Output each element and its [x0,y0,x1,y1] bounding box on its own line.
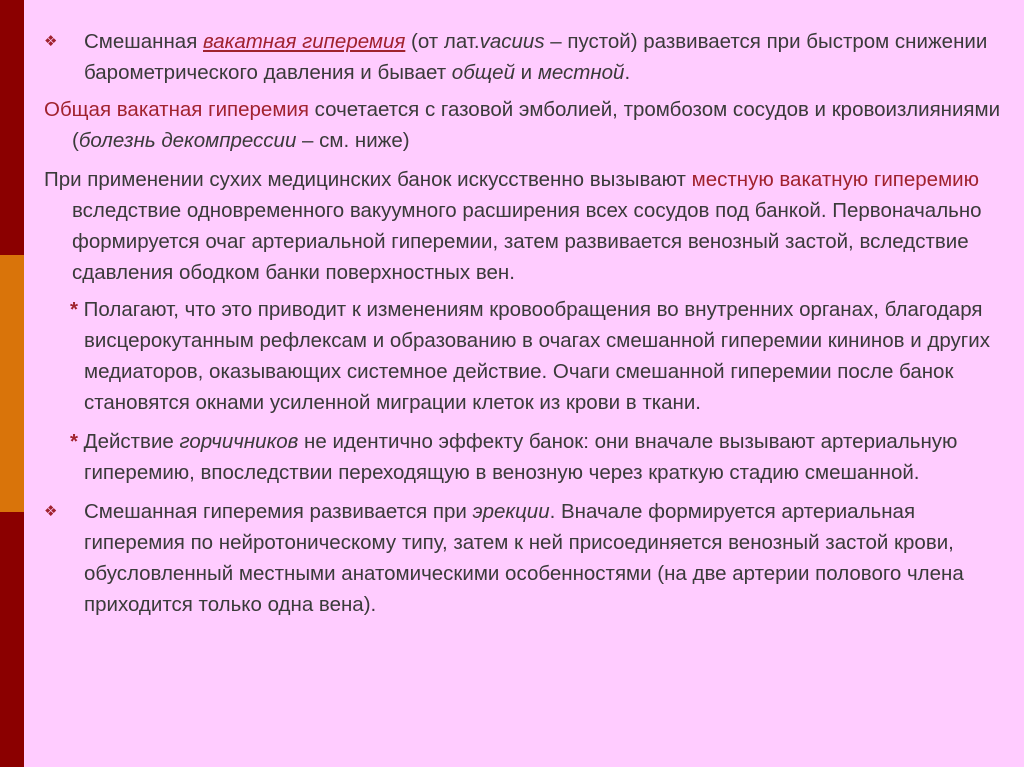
term-italic: горчичников [179,430,299,453]
left-decorative-bar [0,0,24,767]
left-bar-bottom-segment [0,512,24,767]
term-italic: болезнь декомпрессии [78,129,297,152]
paragraph-erection [44,496,1004,620]
term-highlight: вакатная гиперемия [203,30,406,53]
paragraph-general-vacuum-hyperemia [44,94,1004,156]
term-highlight: Общая вакатная гиперемия [44,98,309,121]
text-span: (от лат. [405,30,480,53]
paragraph-vacuum-hyperemia [44,26,1004,88]
text-span: не идентично эффекту банок: они вначале вызывают артериальную гиперемию, впоследствии переходящую в венозную через краткую стадию смешанной. [84,430,958,484]
paragraph-star-assumption [44,294,1004,418]
diamond-bullet-icon: ❖ [44,33,58,50]
slide-content [44,24,1004,620]
left-bar-top-segment [0,0,24,255]
paragraph-star-mustard-plasters [44,426,1004,488]
paragraph-medical-cups [44,164,1004,288]
text-span: сочетается с газовой эмболией, тромбозом сосудов и кровоизлияниями ( [72,98,1001,152]
asterisk-icon: * [70,298,78,321]
text-span: – см. ниже) [296,129,410,152]
term-italic: общей [451,61,515,84]
text-span: вследствие одновременного вакуумного расширения всех сосудов под банкой. Первоначально формируется очаг артериальной гиперемии, затем развивается венозный застой, вследствие сдавления ободком банки поверхностных вен. [72,199,982,284]
text-span: Смешанная [84,30,203,53]
term-highlight: местную вакатную гиперемию [691,168,979,191]
text-span: и [514,61,538,84]
text-span: – пустой) развивается при быстром снижении барометрического давления и бывает [84,30,988,84]
text-span: . [624,61,631,84]
text-span: Смешанная гиперемия развивается при [84,500,473,523]
text-span: Полагают, что это приводит к изменениям кровообращения во внутренних органах, благодаря висцерокутанным рефлексам и образованию в очагах смешанной гиперемии кининов и других медиаторов, оказывающих системное действие. Очаги смешанной гиперемии после банок становятся окнами усиленной миграции клеток из крови в ткани. [77,298,990,414]
term-latin: vacuus [479,30,545,53]
left-bar-middle-segment [0,255,24,512]
text-span: . Вначале формируется артериальная гиперемия по нейротоническому типу, затем к ней присоединяется венозный застой крови, обусловленный местными анатомическими особенностями (на две артерии полового члена приходится только одна вена). [84,500,964,616]
term-italic: эрекции [472,500,550,523]
diamond-bullet-icon: ❖ [44,503,58,520]
text-span: Действие [77,430,180,453]
text-span: При применении сухих медицинских банок искусственно вызывают [44,168,692,191]
term-italic: местной [537,61,625,84]
asterisk-icon: * [70,430,78,453]
